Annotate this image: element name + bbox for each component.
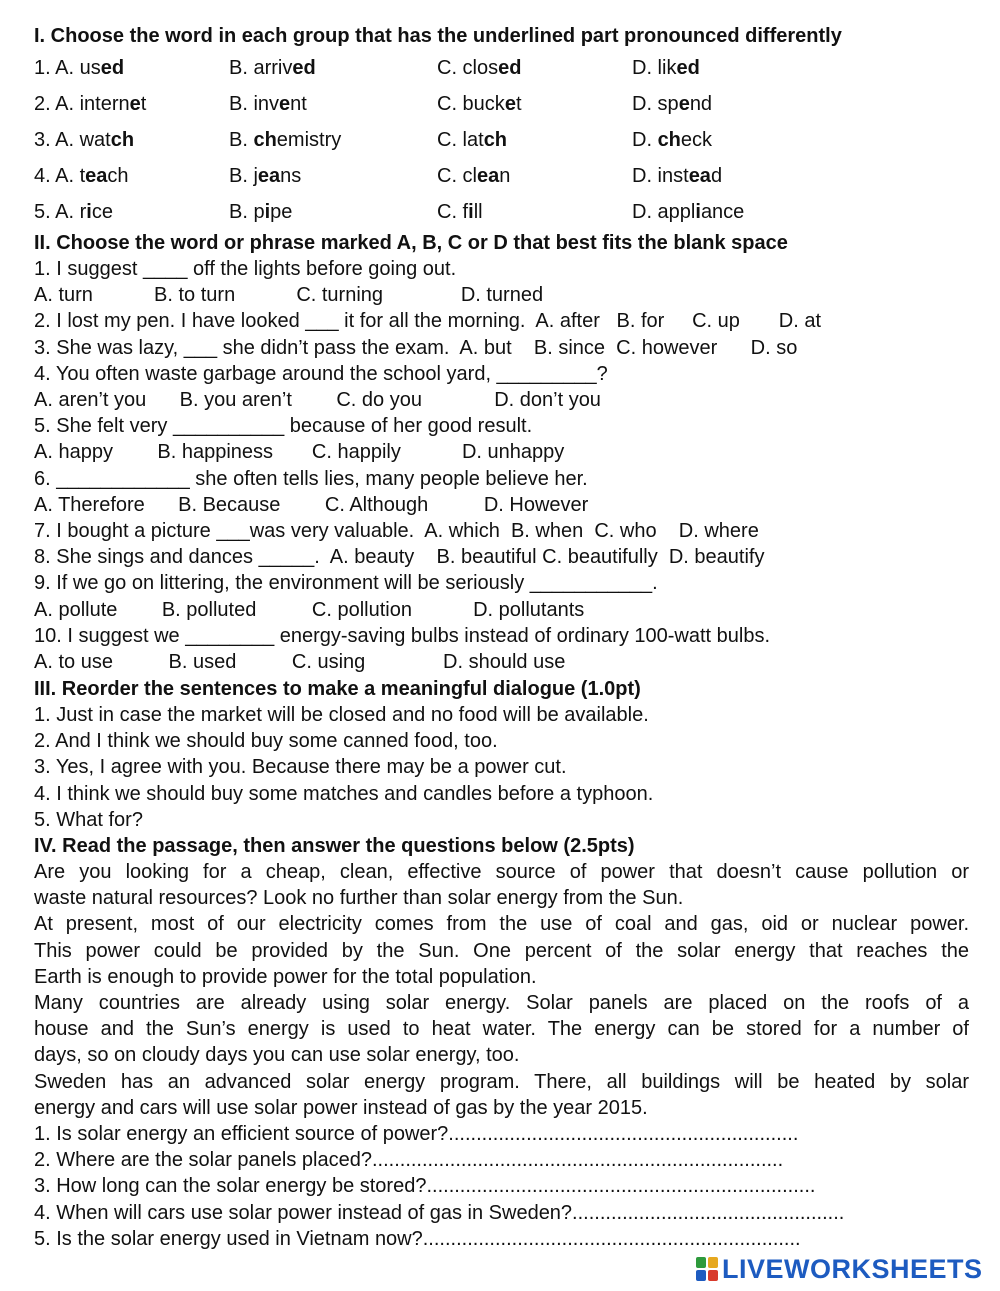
- passage-line: house and the Sun’s energy is used to heat water. The energy can be stored for a number of: [34, 1018, 969, 1041]
- highlighted-sound: ed: [100, 57, 125, 79]
- question-line: 3. She was lazy, ___ she didn’t pass the exam. A. but B. since C. however D. so: [34, 336, 798, 359]
- question-line: 2. Where are the solar panels placed?..........................................................................: [34, 1149, 784, 1172]
- question-line: 7. I bought a picture ___was very valuable. A. which B. when C. who D. where: [34, 520, 759, 542]
- dialogue-line: 1. Just in case the market will be closed and no food will be available.: [34, 704, 649, 726]
- question-line: A. pollute B. polluted C. pollution D. pollutants: [34, 598, 585, 621]
- question-line: 4. When will cars use solar power instead of gas in Sweden?.................................................: [34, 1201, 845, 1224]
- word-option: C. clean: [437, 165, 511, 187]
- word-option: C. closed: [437, 57, 522, 79]
- highlighted-sound: ch: [657, 129, 681, 151]
- word-option: 5. A. rice: [34, 201, 113, 223]
- word-option: D. instead: [632, 165, 723, 187]
- highlighted-sound: ed: [498, 57, 522, 79]
- highlighted-sound: e: [504, 93, 516, 115]
- highlighted-sound: ch: [483, 129, 508, 151]
- word-option: 3. A. watch: [34, 129, 135, 151]
- word-option: 4. A. teach: [34, 165, 129, 187]
- passage-line: At present, most of our electricity comes from the use of coal and gas, oid or nuclear power.: [34, 913, 969, 936]
- highlighted-sound: e: [678, 93, 690, 115]
- section-1-heading: I. Choose the word in each group that has the underlined part pronounced differently: [34, 25, 842, 47]
- question-line: A. happy B. happiness C. happily D. unhappy: [34, 441, 565, 464]
- word-option: D. spend: [632, 93, 713, 115]
- dialogue-line: 4. I think we should buy some matches and candles before a typhoon.: [34, 782, 654, 805]
- question-line: 1. I suggest ____ off the lights before going out.: [34, 258, 457, 280]
- word-option: D. liked: [632, 57, 700, 79]
- question-line: 5. Is the solar energy used in Vietnam now?....................................................................: [34, 1227, 801, 1250]
- passage-line: waste natural resources? Look no further than solar energy from the Sun.: [34, 887, 684, 910]
- section-4-heading: IV. Read the passage, then answer the questions below (2.5pts): [34, 835, 635, 857]
- word-option: C. bucket: [437, 93, 522, 115]
- logo-text: LIVEWORKSHEETS: [722, 1253, 983, 1284]
- question-line: 1. Is solar energy an efficient source of power?...............................................................: [34, 1123, 799, 1145]
- passage-line: Sweden has an advanced solar energy program. There, all buildings will be heated by solar: [34, 1070, 969, 1093]
- question-line: 10. I suggest we ________ energy-saving bulbs instead of ordinary 100-watt bulbs.: [34, 624, 771, 647]
- question-line: 6. ____________ she often tells lies, many people believe her.: [34, 467, 588, 490]
- word-option: B. invent: [229, 93, 307, 115]
- word-option: B. jeans: [229, 165, 302, 187]
- question-line: A. to use B. used C. using D. should use: [34, 651, 566, 673]
- passage-line: This power could be provided by the Sun. One percent of the solar energy that reaches the: [34, 939, 969, 962]
- highlighted-sound: ch: [253, 129, 277, 151]
- passage-line: days, so on cloudy days you can use solar energy, too.: [34, 1044, 520, 1067]
- highlighted-sound: ed: [292, 57, 316, 79]
- highlighted-sound: ea: [477, 165, 500, 187]
- section-3-heading: III. Reorder the sentences to make a meaningful dialogue (1.0pt): [34, 678, 641, 700]
- highlighted-sound: i: [695, 201, 701, 223]
- question-line: A. aren’t you B. you aren’t C. do you D. don’t you: [34, 389, 601, 411]
- section-2-heading: II. Choose the word or phrase marked A, B, C or D that best fits the blank space: [34, 232, 788, 254]
- passage-line: Many countries are already using solar energy. Solar panels are placed on the roofs of a: [34, 992, 969, 1014]
- word-option: 2. A. internet: [34, 93, 147, 115]
- passage-line: energy and cars will use solar power instead of gas by the year 2015.: [34, 1096, 648, 1119]
- highlighted-sound: i: [264, 201, 271, 223]
- highlighted-sound: i: [86, 201, 92, 223]
- question-line: 3. How long can the solar energy be stored?......................................................................: [34, 1175, 816, 1198]
- word-option: C. fill: [437, 201, 483, 223]
- word-option: B. pipe: [229, 201, 293, 223]
- question-line: 2. I lost my pen. I have looked ___ it for all the morning. A. after B. for C. up D. at: [34, 310, 822, 333]
- passage-line: Earth is enough to provide power for the total population.: [34, 965, 537, 988]
- question-line: 4. You often waste garbage around the school yard, _________?: [34, 362, 608, 385]
- question-line: 9. If we go on littering, the environment will be seriously ___________.: [34, 572, 658, 595]
- highlighted-sound: e: [129, 93, 141, 115]
- word-option: D. check: [632, 129, 713, 151]
- highlighted-sound: e: [279, 93, 291, 115]
- highlighted-sound: ch: [110, 129, 135, 151]
- logo-mark-icon: [696, 1257, 718, 1281]
- dialogue-line: 3. Yes, I agree with you. Because there may be a power cut.: [34, 756, 567, 779]
- word-option: 1. A. used: [34, 57, 125, 79]
- highlighted-sound: ea: [257, 165, 281, 187]
- dialogue-line: 2. And I think we should buy some canned food, too.: [34, 730, 498, 753]
- word-option: B. chemistry: [229, 129, 342, 151]
- word-option: B. arrived: [229, 57, 316, 79]
- dialogue-line: 5. What for?: [34, 808, 143, 831]
- highlighted-sound: ed: [676, 57, 700, 79]
- highlighted-sound: ea: [688, 165, 711, 187]
- highlighted-sound: i: [468, 201, 474, 223]
- question-line: A. Therefore B. Because C. Although D. However: [34, 493, 589, 516]
- question-line: 5. She felt very __________ because of her good result.: [34, 415, 533, 438]
- question-line: 8. She sings and dances _____. A. beauty B. beautiful C. beautifully D. beautify: [34, 546, 765, 569]
- word-option: D. appliance: [632, 201, 745, 223]
- question-line: A. turn B. to turn C. turning D. turned: [34, 284, 544, 307]
- passage-line: Are you looking for a cheap, clean, effective source of power that doesn’t cause pollution or: [34, 861, 969, 883]
- word-option: C. latch: [437, 129, 508, 151]
- liveworksheets-logo: [696, 1254, 983, 1284]
- highlighted-sound: ea: [85, 165, 108, 187]
